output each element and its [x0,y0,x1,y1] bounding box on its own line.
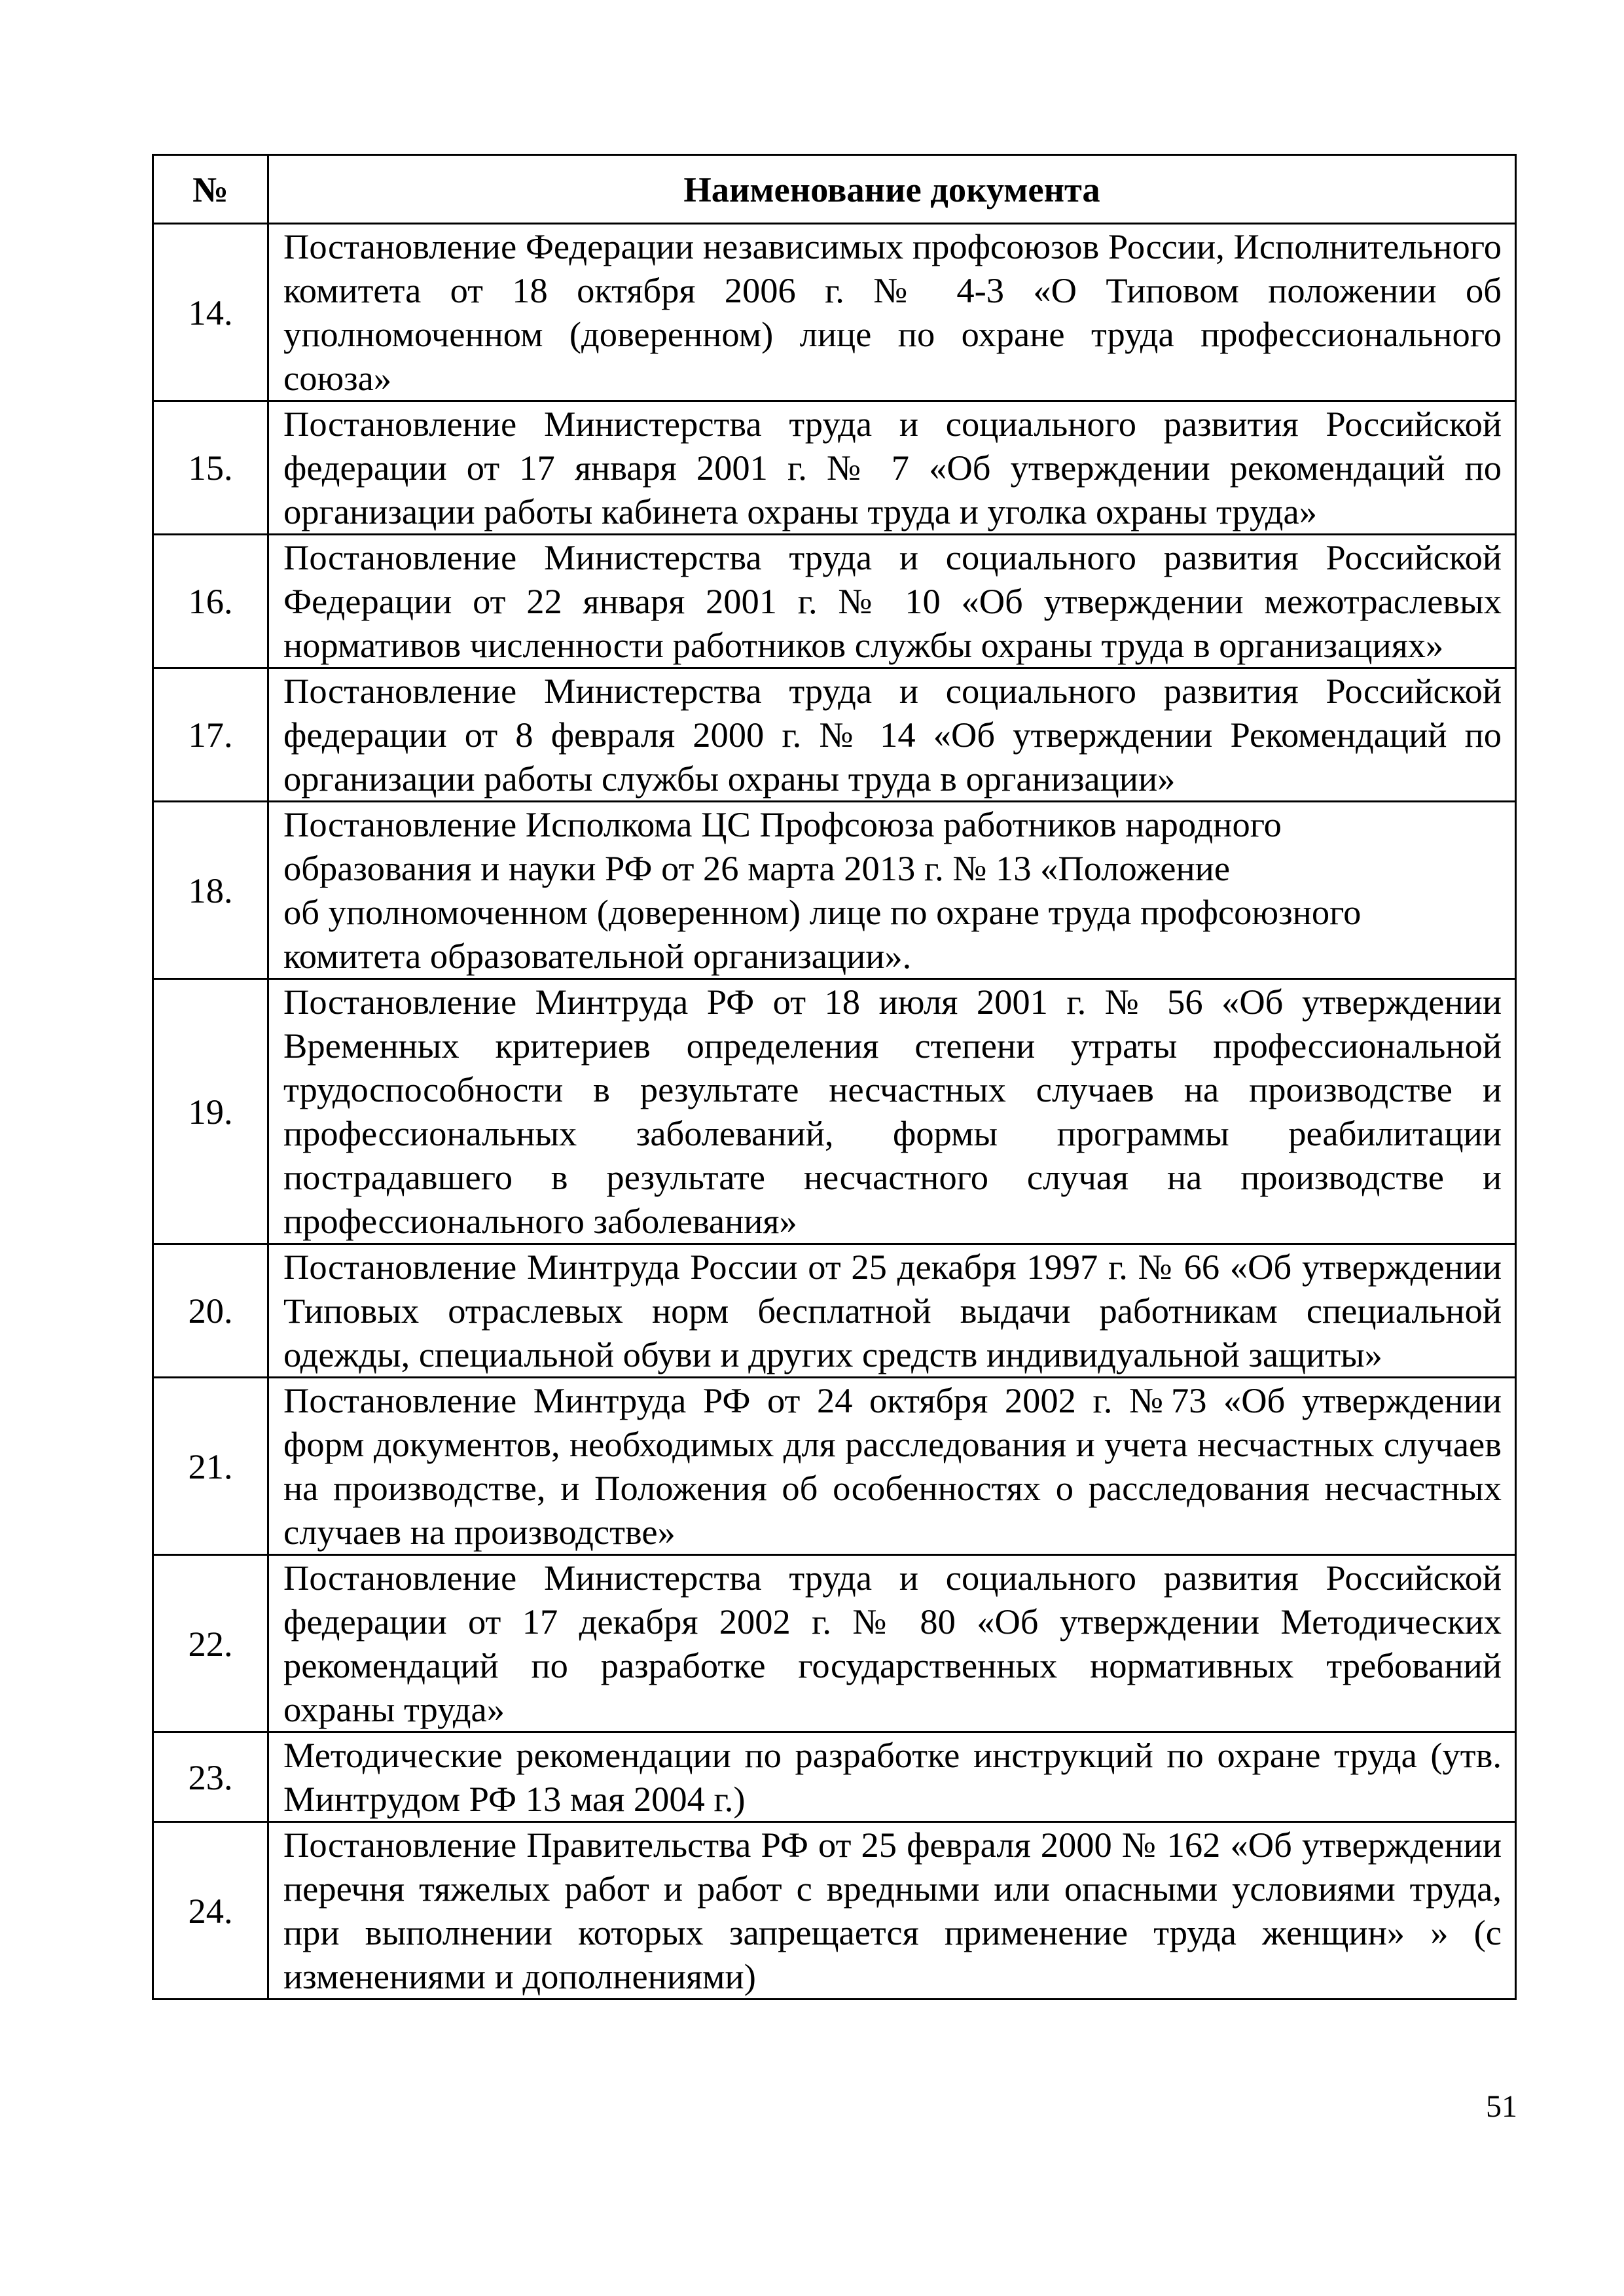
document-name: Постановление Министерства труда и социального развития Российской федерации от 8 февраля 2000 г. № 14 «Об утверждении Рекомендаций по организации работы службы охраны труда в организации» [268,668,1516,802]
table-row [153,224,1516,401]
table-row [153,979,1516,1244]
documents-table [152,154,1517,2000]
table-row [153,401,1516,535]
document-name-line: об уполномоченном (доверенном) лице по охране труда профсоюзного [283,892,1362,932]
table-row [153,1378,1516,1555]
row-number: 24. [153,1822,268,2000]
document-name: Постановление Минтруда России от 25 декабря 1997 г. № 66 «Об утверждении Типовых отраслевых норм бесплатной выдачи работникам специальной одежды, специальной обуви и других средств индивидуальной защиты» [268,1244,1516,1378]
table-row [153,668,1516,802]
row-number: 16. [153,535,268,668]
document-name: Постановление Федерации независимых профсоюзов России, Исполнительного комитета от 18 октября 2006 г. № 4-3 «О Типовом положении об уполномоченном (доверенном) лице по охране труда профессионального союза» [268,224,1516,401]
document-name: Постановление Минтруда РФ от 18 июля 2001 г. № 56 «Об утверждении Временных критериев определения степени утраты профессиональной трудоспособности в результате несчастных случаев на производстве и профессиональных заболеваний, формы программы реабилитации пострадавшего в результате несчастного случая на производстве и профессионального заболевания» [268,979,1516,1244]
document-name: Постановление Министерства труда и социального развития Российской Федерации от 22 января 2001 г. № 10 «Об утверждении межотраслевых нормативов численности работников службы охраны труда в организациях» [268,535,1516,668]
table-row [153,1732,1516,1822]
row-number: 23. [153,1732,268,1822]
column-header-document-name: Наименование документа [268,155,1516,224]
row-number: 20. [153,1244,268,1378]
document-name-line: комитета образовательной организации». [283,936,912,976]
document-name: Методические рекомендации по разработке инструкций по охране труда (утв. Минтрудом РФ 13 мая 2004 г.) [268,1732,1516,1822]
row-number: 22. [153,1555,268,1732]
table-row [153,802,1516,979]
row-number: 17. [153,668,268,802]
row-number: 15. [153,401,268,535]
row-number: 21. [153,1378,268,1555]
document-name [268,802,1516,979]
document-name-line: образования и науки РФ от 26 марта 2013 г. № 13 «Положение [283,848,1231,888]
row-number: 14. [153,224,268,401]
column-header-number: № [153,155,268,224]
row-number: 18. [153,802,268,979]
document-name: Постановление Министерства труда и социального развития Российской федерации от 17 января 2001 г. № 7 «Об утверждении рекомендаций по организации работы кабинета охраны труда и уголка охраны труда» [268,401,1516,535]
table-header-row [153,155,1516,224]
row-number: 19. [153,979,268,1244]
document-name: Постановление Правительства РФ от 25 февраля 2000 № 162 «Об утверждении перечня тяжелых работ и работ с вредными или опасными условиями труда, при выполнении которых запрещается применение труда женщин» » (с изменениями и дополнениями) [268,1822,1516,2000]
table-row [153,1555,1516,1732]
page-number: 51 [1486,2089,1517,2124]
table-row [153,1244,1516,1378]
table-row [153,535,1516,668]
document-name-line: Постановление Исполкома ЦС Профсоюза работников народного [283,804,1282,844]
document-name: Постановление Минтруда РФ от 24 октября 2002 г. №73 «Об утверждении форм документов, необходимых для расследования и учета несчастных случаев на производстве, и Положения об особенностях о расследования несчастных случаев на производстве» [268,1378,1516,1555]
table-row [153,1822,1516,2000]
document-name: Постановление Министерства труда и социального развития Российской федерации от 17 декабря 2002 г. № 80 «Об утверждении Методических рекомендаций по разработке государственных нормативных требований охраны труда» [268,1555,1516,1732]
